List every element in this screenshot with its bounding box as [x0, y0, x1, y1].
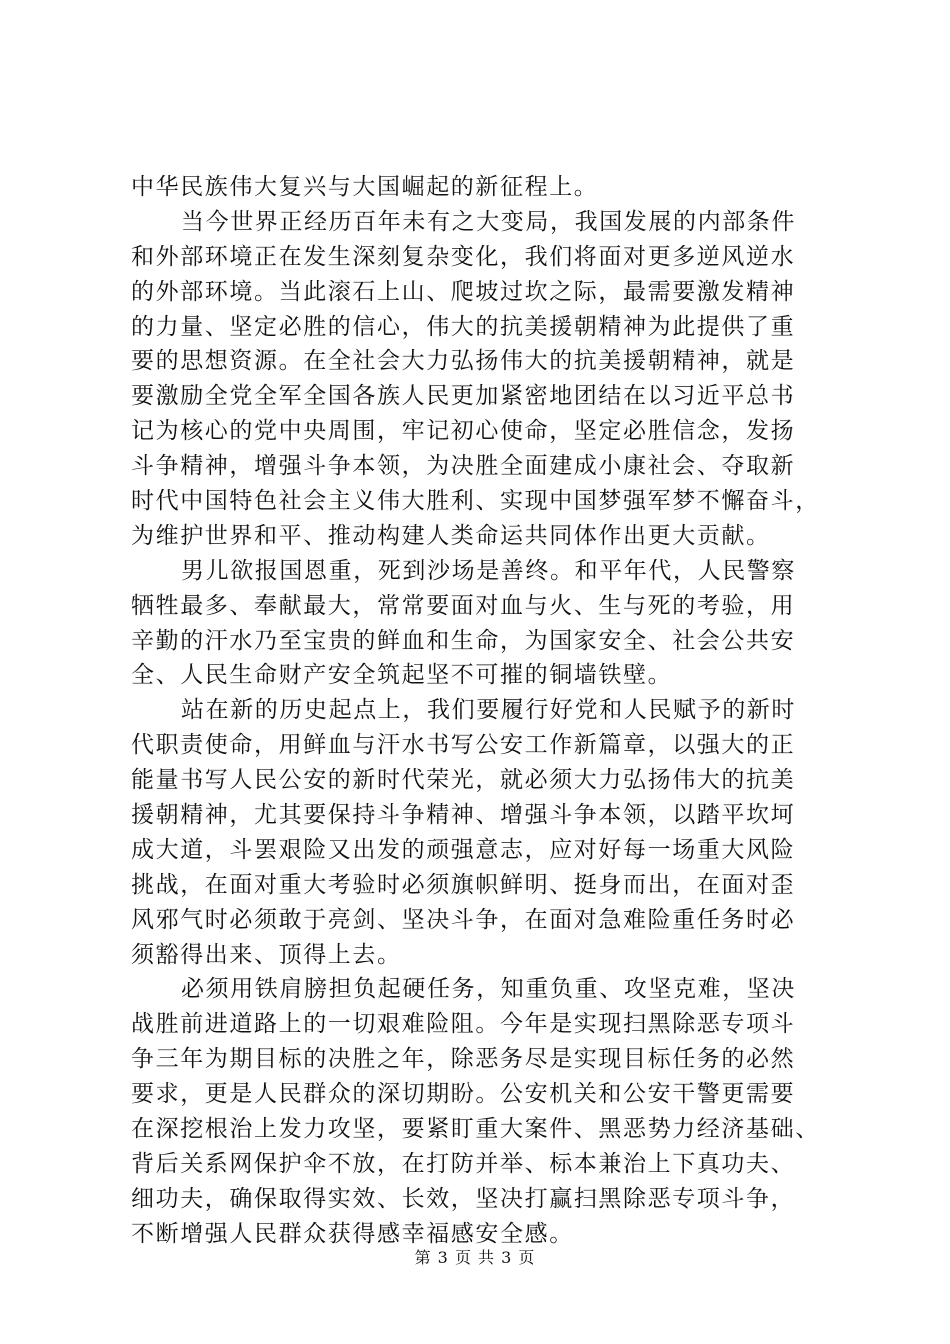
- text-line: 要激励全党全军全国各族人民更加紧密地团结在以习近平总书: [131, 383, 796, 410]
- text-line: 记为核心的党中央周围，牢记初心使命，坚定必胜信念，发扬: [131, 418, 796, 445]
- text-line: 成大道，斗罢艰险又出发的顽强意志，应对好每一场重大风险: [131, 836, 796, 863]
- text-line: 在深挖根治上发力攻坚，要紧盯重大案件、黑恶势力经济基础、: [131, 1116, 820, 1143]
- text-line: 风邪气时必须敢于亮剑、坚决斗争，在面对急难险重任务时必: [131, 906, 796, 933]
- text-line: 背后关系网保护伞不放，在打防并举、标本兼治上下真功夫、: [131, 1150, 796, 1177]
- text-line: 援朝精神，尤其要保持斗争精神、增强斗争本领，以踏平坎坷: [131, 802, 796, 829]
- text-line: 时代中国特色社会主义伟大胜利、实现中国梦强军梦不懈奋斗，: [131, 488, 820, 515]
- text-line: 辛勤的汗水乃至宝贵的鲜血和生命，为国家安全、社会公共安: [131, 627, 796, 654]
- text-line: 战胜前进道路上的一切艰难险阻。今年是实现扫黑除恶专项斗: [131, 1011, 796, 1038]
- text-line: 的外部环境。当此滚石上山、爬坡过坎之际，最需要激发精神: [131, 278, 796, 305]
- page-footer: 第 3 页 共 3 页: [414, 1248, 536, 1267]
- text-line: 全、人民生命财产安全筑起坚不可摧的铜墙铁壁。: [131, 662, 673, 689]
- text-line: 牺牲最多、奉献最大，常常要面对血与火、生与死的考验，用: [131, 592, 796, 619]
- paragraph-first-line: 必须用铁肩膀担负起硬任务，知重负重、攻坚克难，坚决: [181, 976, 796, 1003]
- text-line: 要求，更是人民群众的深切期盼。公安机关和公安干警更需要: [131, 1081, 796, 1108]
- text-line: 细功夫，确保取得实效、长效，坚决打赢扫黑除恶专项斗争，: [131, 1185, 796, 1212]
- text-line: 不断增强人民群众获得感幸福感安全感。: [131, 1220, 574, 1247]
- text-line: 须豁得出来、顶得上去。: [131, 941, 402, 968]
- text-line: 挑战，在面对重大考验时必须旗帜鲜明、挺身而出，在面对歪: [131, 871, 796, 898]
- text-line: 要的思想资源。在全社会大力弘扬伟大的抗美援朝精神，就是: [131, 348, 796, 375]
- text-line: 为维护世界和平、推动构建人类命运共同体作出更大贡献。: [131, 522, 771, 549]
- text-line: 代职责使命，用鲜血与汗水书写公安工作新篇章，以强大的正: [131, 732, 796, 759]
- text-line: 和外部环境正在发生深刻复杂变化，我们将面对更多逆风逆水: [131, 243, 796, 270]
- document-body: [131, 170, 831, 1252]
- text-line: 争三年为期目标的决胜之年，除恶务尽是实现目标任务的必然: [131, 1046, 796, 1073]
- paragraph-first-line: 男儿欲报国恩重，死到沙场是善终。和平年代，人民警察: [181, 557, 796, 584]
- text-line: 中华民族伟大复兴与大国崛起的新征程上。: [131, 174, 599, 200]
- text-line: 能量书写人民公安的新时代荣光，就必须大力弘扬伟大的抗美: [131, 767, 796, 794]
- text-line: 斗争精神，增强斗争本领，为决胜全面建成小康社会、夺取新: [131, 453, 796, 480]
- text-line: 的力量、坚定必胜的信心，伟大的抗美援朝精神为此提供了重: [131, 313, 796, 340]
- paragraph-first-line: 当今世界正经历百年未有之大变局，我国发展的内部条件: [181, 208, 796, 235]
- paragraph-first-line: 站在新的历史起点上，我们要履行好党和人民赋予的新时: [181, 697, 796, 724]
